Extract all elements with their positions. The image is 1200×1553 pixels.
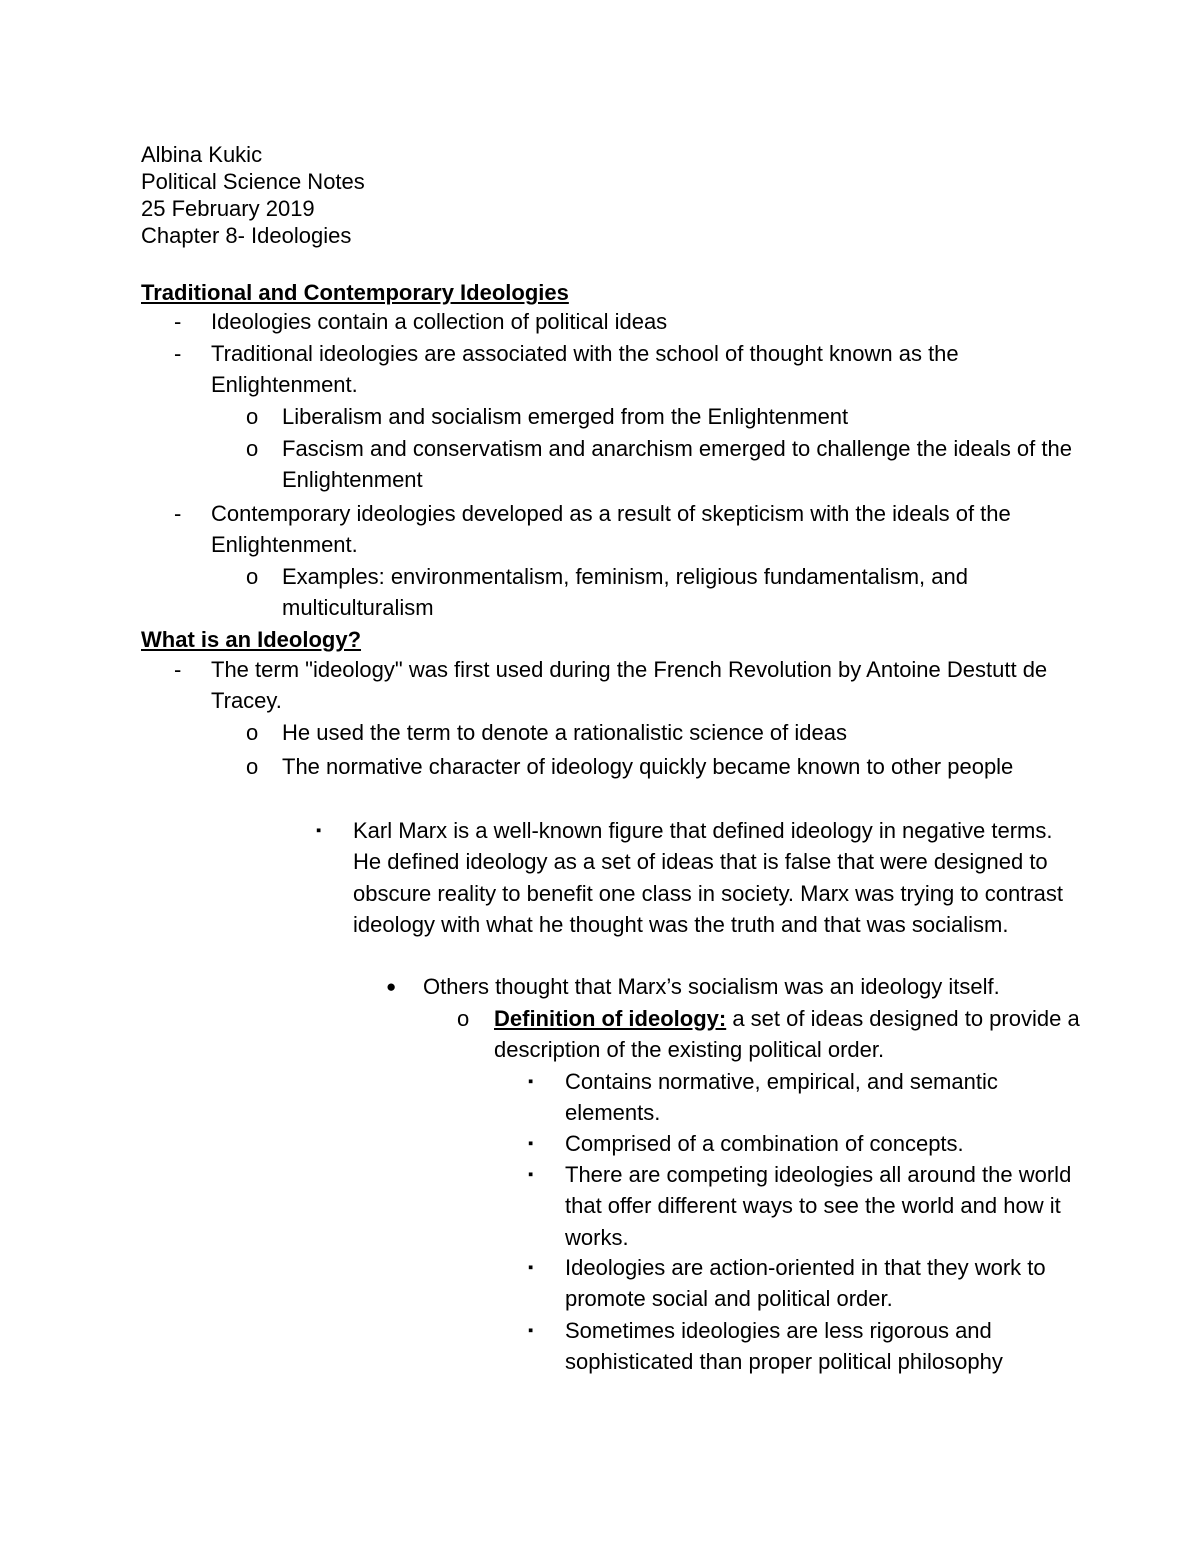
chapter-title: Chapter 8- Ideologies (141, 223, 352, 248)
section-heading-traditional: Traditional and Contemporary Ideologies (141, 280, 569, 305)
definition-text: a set of ideas designed to provide a description of the existing political order. (494, 1006, 1080, 1063)
definition-term: Definition of ideology: (494, 1006, 727, 1031)
square-bullet: ▪ (528, 1259, 534, 1276)
circle-bullet: o (246, 564, 259, 589)
document-header (141, 141, 365, 249)
square-bullet: ▪ (316, 822, 322, 839)
section-heading-what-is-ideology: What is an Ideology? (141, 627, 362, 652)
square-bullet: ▪ (528, 1135, 534, 1152)
dot-bullet: ● (386, 977, 397, 996)
course-title: Political Science Notes (141, 169, 365, 194)
square-bullet: ▪ (528, 1322, 534, 1339)
circle-bullet: o (246, 754, 259, 779)
circle-bullet: o (457, 1006, 470, 1031)
dash-bullet: - (174, 341, 182, 366)
list-item: The normative character of ideology quickly became known to other people (282, 754, 1014, 779)
list-item: Liberalism and socialism emerged from the Enlightenment (282, 404, 849, 429)
list-item: He used the term to denote a rationalistic science of ideas (282, 720, 847, 745)
list-item: Ideologies are action-oriented in that they work to promote social and political order. (565, 1255, 1046, 1312)
note-date: 25 February 2019 (141, 196, 315, 221)
list-item: Traditional ideologies are associated with the school of thought known as the Enlightenment. (211, 341, 959, 398)
dash-bullet: - (174, 501, 182, 526)
list-item: Others thought that Marx’s socialism was an ideology itself. (423, 974, 1000, 999)
dash-bullet: - (174, 309, 182, 334)
circle-bullet: o (246, 436, 259, 461)
square-bullet: ▪ (528, 1166, 534, 1183)
list-item: Examples: environmentalism, feminism, religious fundamentalism, and multiculturalism (282, 564, 968, 621)
list-item: Fascism and conservatism and anarchism emerged to challenge the ideals of the Enlightenment (282, 436, 1072, 493)
dash-bullet: - (174, 657, 182, 682)
circle-bullet: o (246, 720, 259, 745)
square-bullet: ▪ (528, 1073, 534, 1090)
list-item: Ideologies contain a collection of political ideas (211, 309, 668, 334)
list-item: Karl Marx is a well-known figure that defined ideology in negative terms. He defined ideology as a set of ideas that is false that were designed to obscure reality to benefit one class in society. Marx was trying to contrast ideology with what he thought was the truth and that was socialism. (353, 818, 1064, 937)
list-item: The term "ideology" was first used during the French Revolution by Antoine Destutt de Tracey. (211, 657, 1048, 714)
list-item: Sometimes ideologies are less rigorous and sophisticated than proper political philosophy (565, 1318, 1003, 1375)
definition-item (494, 1003, 1084, 1066)
author-name: Albina Kukic (141, 142, 263, 167)
list-item: There are competing ideologies all around the world that offer different ways to see the world and how it works. (565, 1162, 1072, 1250)
circle-bullet: o (246, 404, 259, 429)
list-item: Contemporary ideologies developed as a result of skepticism with the ideals of the Enlightenment. (211, 501, 1011, 558)
list-item: Comprised of a combination of concepts. (565, 1131, 964, 1156)
list-item: Contains normative, empirical, and semantic elements. (565, 1069, 998, 1126)
